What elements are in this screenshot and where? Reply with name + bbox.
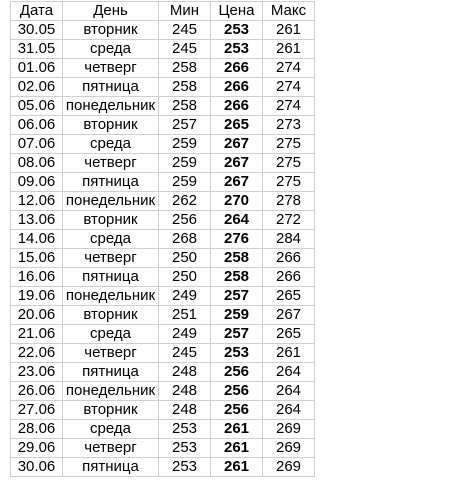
cell-day: четверг bbox=[63, 59, 159, 78]
table-row bbox=[11, 401, 315, 420]
cell-min: 259 bbox=[159, 154, 211, 173]
cell-min: 259 bbox=[159, 135, 211, 154]
cell-max: 266 bbox=[263, 268, 315, 287]
cell-date: 23.06 bbox=[11, 363, 63, 382]
cell-day: пятница bbox=[63, 363, 159, 382]
cell-day: среда bbox=[63, 325, 159, 344]
table-row bbox=[11, 363, 315, 382]
cell-date: 28.06 bbox=[11, 420, 63, 439]
header-max: Макс bbox=[263, 2, 315, 21]
cell-day: вторник bbox=[63, 401, 159, 420]
cell-price: 256 bbox=[211, 401, 263, 420]
table-row bbox=[11, 458, 315, 477]
cell-min: 257 bbox=[159, 116, 211, 135]
cell-price: 256 bbox=[211, 382, 263, 401]
table-row bbox=[11, 230, 315, 249]
cell-max: 274 bbox=[263, 97, 315, 116]
cell-price: 267 bbox=[211, 154, 263, 173]
table-row bbox=[11, 420, 315, 439]
cell-date: 22.06 bbox=[11, 344, 63, 363]
cell-price: 261 bbox=[211, 439, 263, 458]
cell-min: 259 bbox=[159, 173, 211, 192]
cell-date: 09.06 bbox=[11, 173, 63, 192]
cell-max: 265 bbox=[263, 287, 315, 306]
cell-min: 253 bbox=[159, 439, 211, 458]
cell-max: 264 bbox=[263, 363, 315, 382]
cell-max: 275 bbox=[263, 154, 315, 173]
cell-price: 257 bbox=[211, 325, 263, 344]
cell-day: четверг bbox=[63, 249, 159, 268]
cell-min: 245 bbox=[159, 344, 211, 363]
cell-day: среда bbox=[63, 135, 159, 154]
cell-max: 264 bbox=[263, 382, 315, 401]
cell-min: 258 bbox=[159, 59, 211, 78]
header-min: Мин bbox=[159, 2, 211, 21]
cell-price: 264 bbox=[211, 211, 263, 230]
header-row bbox=[11, 2, 315, 21]
cell-min: 249 bbox=[159, 325, 211, 344]
table-row bbox=[11, 382, 315, 401]
cell-day: понедельник bbox=[63, 97, 159, 116]
cell-min: 258 bbox=[159, 97, 211, 116]
cell-min: 258 bbox=[159, 78, 211, 97]
cell-min: 249 bbox=[159, 287, 211, 306]
cell-day: вторник bbox=[63, 211, 159, 230]
table-row bbox=[11, 40, 315, 59]
cell-min: 253 bbox=[159, 420, 211, 439]
cell-price: 258 bbox=[211, 249, 263, 268]
cell-date: 07.06 bbox=[11, 135, 63, 154]
cell-min: 248 bbox=[159, 363, 211, 382]
cell-date: 12.06 bbox=[11, 192, 63, 211]
table-row bbox=[11, 268, 315, 287]
cell-price: 257 bbox=[211, 287, 263, 306]
cell-max: 267 bbox=[263, 306, 315, 325]
cell-day: пятница bbox=[63, 173, 159, 192]
cell-max: 275 bbox=[263, 173, 315, 192]
cell-price: 261 bbox=[211, 420, 263, 439]
cell-date: 19.06 bbox=[11, 287, 63, 306]
cell-max: 269 bbox=[263, 420, 315, 439]
table-row bbox=[11, 344, 315, 363]
cell-price: 267 bbox=[211, 173, 263, 192]
cell-max: 264 bbox=[263, 401, 315, 420]
table-body bbox=[11, 21, 315, 477]
cell-price: 267 bbox=[211, 135, 263, 154]
cell-max: 261 bbox=[263, 344, 315, 363]
cell-price: 261 bbox=[211, 458, 263, 477]
cell-day: понедельник bbox=[63, 192, 159, 211]
cell-day: среда bbox=[63, 230, 159, 249]
cell-date: 30.06 bbox=[11, 458, 63, 477]
cell-min: 248 bbox=[159, 401, 211, 420]
cell-price: 258 bbox=[211, 268, 263, 287]
cell-max: 278 bbox=[263, 192, 315, 211]
table-row bbox=[11, 59, 315, 78]
cell-min: 248 bbox=[159, 382, 211, 401]
cell-price: 270 bbox=[211, 192, 263, 211]
cell-price: 266 bbox=[211, 97, 263, 116]
cell-max: 265 bbox=[263, 325, 315, 344]
cell-date: 06.06 bbox=[11, 116, 63, 135]
cell-day: четверг bbox=[63, 154, 159, 173]
cell-date: 01.06 bbox=[11, 59, 63, 78]
table-row bbox=[11, 97, 315, 116]
table-row bbox=[11, 306, 315, 325]
cell-min: 256 bbox=[159, 211, 211, 230]
cell-date: 29.06 bbox=[11, 439, 63, 458]
cell-min: 250 bbox=[159, 268, 211, 287]
cell-price: 253 bbox=[211, 21, 263, 40]
cell-date: 05.06 bbox=[11, 97, 63, 116]
cell-price: 253 bbox=[211, 40, 263, 59]
table-row bbox=[11, 211, 315, 230]
cell-date: 21.06 bbox=[11, 325, 63, 344]
cell-price: 265 bbox=[211, 116, 263, 135]
cell-min: 253 bbox=[159, 458, 211, 477]
cell-day: понедельник bbox=[63, 287, 159, 306]
cell-date: 02.06 bbox=[11, 78, 63, 97]
cell-max: 261 bbox=[263, 40, 315, 59]
cell-max: 269 bbox=[263, 439, 315, 458]
cell-max: 266 bbox=[263, 249, 315, 268]
table-row bbox=[11, 325, 315, 344]
cell-min: 250 bbox=[159, 249, 211, 268]
cell-date: 14.06 bbox=[11, 230, 63, 249]
cell-day: четверг bbox=[63, 344, 159, 363]
table-row bbox=[11, 135, 315, 154]
cell-date: 27.06 bbox=[11, 401, 63, 420]
cell-max: 272 bbox=[263, 211, 315, 230]
cell-date: 15.06 bbox=[11, 249, 63, 268]
cell-max: 261 bbox=[263, 21, 315, 40]
cell-date: 08.06 bbox=[11, 154, 63, 173]
header-day: День bbox=[63, 2, 159, 21]
cell-day: вторник bbox=[63, 306, 159, 325]
cell-max: 275 bbox=[263, 135, 315, 154]
table-row bbox=[11, 21, 315, 40]
cell-date: 20.06 bbox=[11, 306, 63, 325]
cell-price: 253 bbox=[211, 344, 263, 363]
cell-day: пятница bbox=[63, 78, 159, 97]
cell-day: вторник bbox=[63, 116, 159, 135]
cell-price: 276 bbox=[211, 230, 263, 249]
table-row bbox=[11, 78, 315, 97]
cell-day: пятница bbox=[63, 268, 159, 287]
table-row bbox=[11, 173, 315, 192]
cell-min: 268 bbox=[159, 230, 211, 249]
cell-day: понедельник bbox=[63, 382, 159, 401]
cell-day: среда bbox=[63, 420, 159, 439]
cell-min: 245 bbox=[159, 21, 211, 40]
table-row bbox=[11, 116, 315, 135]
table-row bbox=[11, 439, 315, 458]
cell-date: 16.06 bbox=[11, 268, 63, 287]
table-row bbox=[11, 192, 315, 211]
cell-day: пятница bbox=[63, 458, 159, 477]
cell-price: 259 bbox=[211, 306, 263, 325]
cell-max: 274 bbox=[263, 59, 315, 78]
table-row bbox=[11, 287, 315, 306]
table-row bbox=[11, 154, 315, 173]
cell-date: 30.05 bbox=[11, 21, 63, 40]
cell-date: 13.06 bbox=[11, 211, 63, 230]
cell-max: 284 bbox=[263, 230, 315, 249]
cell-max: 269 bbox=[263, 458, 315, 477]
cell-max: 273 bbox=[263, 116, 315, 135]
cell-date: 26.06 bbox=[11, 382, 63, 401]
cell-day: вторник bbox=[63, 21, 159, 40]
cell-price: 266 bbox=[211, 78, 263, 97]
cell-price: 256 bbox=[211, 363, 263, 382]
cell-day: среда bbox=[63, 40, 159, 59]
cell-price: 266 bbox=[211, 59, 263, 78]
cell-date: 31.05 bbox=[11, 40, 63, 59]
header-date: Дата bbox=[11, 2, 63, 21]
cell-min: 245 bbox=[159, 40, 211, 59]
table-row bbox=[11, 249, 315, 268]
header-price: Цена bbox=[211, 2, 263, 21]
cell-max: 274 bbox=[263, 78, 315, 97]
cell-min: 251 bbox=[159, 306, 211, 325]
cell-min: 262 bbox=[159, 192, 211, 211]
forecast-table bbox=[10, 1, 315, 477]
cell-day: четверг bbox=[63, 439, 159, 458]
